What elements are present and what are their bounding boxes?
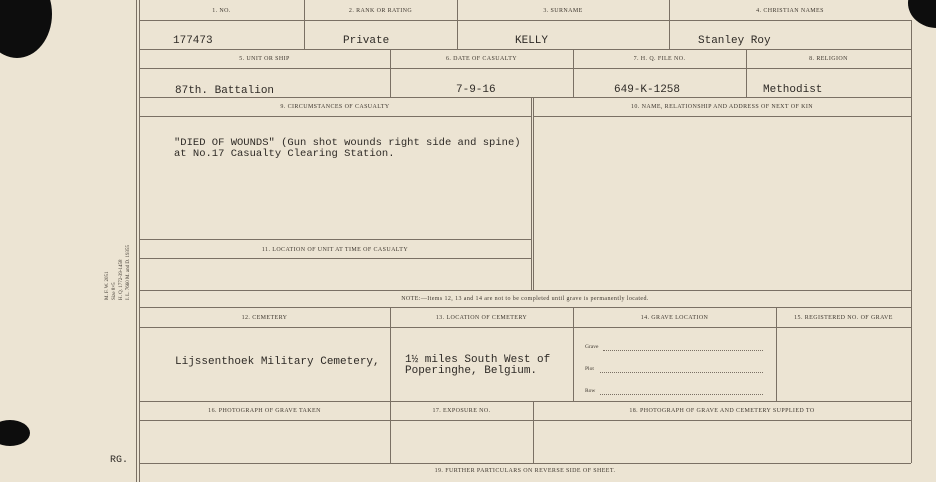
value-file-no: 649-K-1258 xyxy=(614,84,681,96)
value-religion: Methodist xyxy=(763,84,823,96)
corner-mark: RG. xyxy=(110,455,129,466)
value-christian-names: Stanley Roy xyxy=(698,35,771,47)
value-surname: KELLY xyxy=(515,35,549,47)
header-location-cemetery: 13. LOCATION OF CEMETERY xyxy=(435,315,528,321)
value-unit: 87th. Battalion xyxy=(175,85,275,97)
value-rank: Private xyxy=(343,35,390,47)
header-photo-supplied: 18. PHOTOGRAPH OF GRAVE AND CEMETERY SUPPLIED TO xyxy=(629,408,815,414)
side-print: M. F. W. 2051 Size 8×5 H. Q. 1772-39-1458 I. L. 7660 M. and D. 19355 xyxy=(105,245,131,300)
note-line: NOTE:—Items 12, 13 and 14 are not to be completed until grave is permanently located. xyxy=(401,296,649,302)
header-registered-no: 15. REGISTERED NO. OF GRAVE xyxy=(794,315,893,321)
grave-field-label: Grave xyxy=(585,344,599,350)
header-no: 1. NO. xyxy=(212,8,231,14)
header-file-no: 7. H. Q. FILE NO. xyxy=(633,56,686,62)
punch-hole-left xyxy=(0,420,30,446)
value-circumstances-line1: "DIED OF WOUNDS" (Gun shot wounds right side and spine) xyxy=(174,137,521,149)
header-rank: 2. RANK OR RATING xyxy=(348,8,413,14)
punch-corner-top-left xyxy=(0,0,52,58)
header-surname: 3. SURNAME xyxy=(543,8,583,14)
header-unit: 5. UNIT OR SHIP xyxy=(239,56,290,62)
header-exposure: 17. EXPOSURE NO. xyxy=(432,408,491,414)
value-location-line1: 1½ miles South West of xyxy=(405,354,551,366)
header-grave-location: 14. GRAVE LOCATION xyxy=(640,315,709,321)
value-date: 7-9-16 xyxy=(456,84,496,96)
value-location-line2: Poperinghe, Belgium. xyxy=(405,365,538,377)
plot-field-label: Plot xyxy=(585,366,594,372)
header-christian-names: 4. CHRISTIAN NAMES xyxy=(756,8,824,14)
value-circumstances-line2: at No.17 Casualty Clearing Station. xyxy=(174,148,395,160)
header-circumstances: 9. CIRCUMSTANCES OF CASUALTY xyxy=(280,104,390,110)
header-next-of-kin: 10. NAME, RELATIONSHIP AND ADDRESS OF NEXT OF KIN xyxy=(631,104,813,110)
value-no: 177473 xyxy=(173,35,213,47)
value-cemetery: Lijssenthoek Military Cemetery, xyxy=(175,356,380,368)
header-date: 6. DATE OF CASUALTY xyxy=(445,56,518,62)
header-cemetery: 12. CEMETERY xyxy=(241,315,288,321)
punch-corner-top-right xyxy=(908,0,936,28)
header-religion: 8. RELIGION xyxy=(809,56,848,62)
header-photo-taken: 16. PHOTOGRAPH OF GRAVE TAKEN xyxy=(208,408,321,414)
row-field-label: Row xyxy=(585,388,596,394)
header-location-unit: 11. LOCATION OF UNIT AT TIME OF CASUALTY xyxy=(261,247,409,253)
footer-further-particulars: 19. FURTHER PARTICULARS ON REVERSE SIDE OF SHEET. xyxy=(434,468,616,474)
